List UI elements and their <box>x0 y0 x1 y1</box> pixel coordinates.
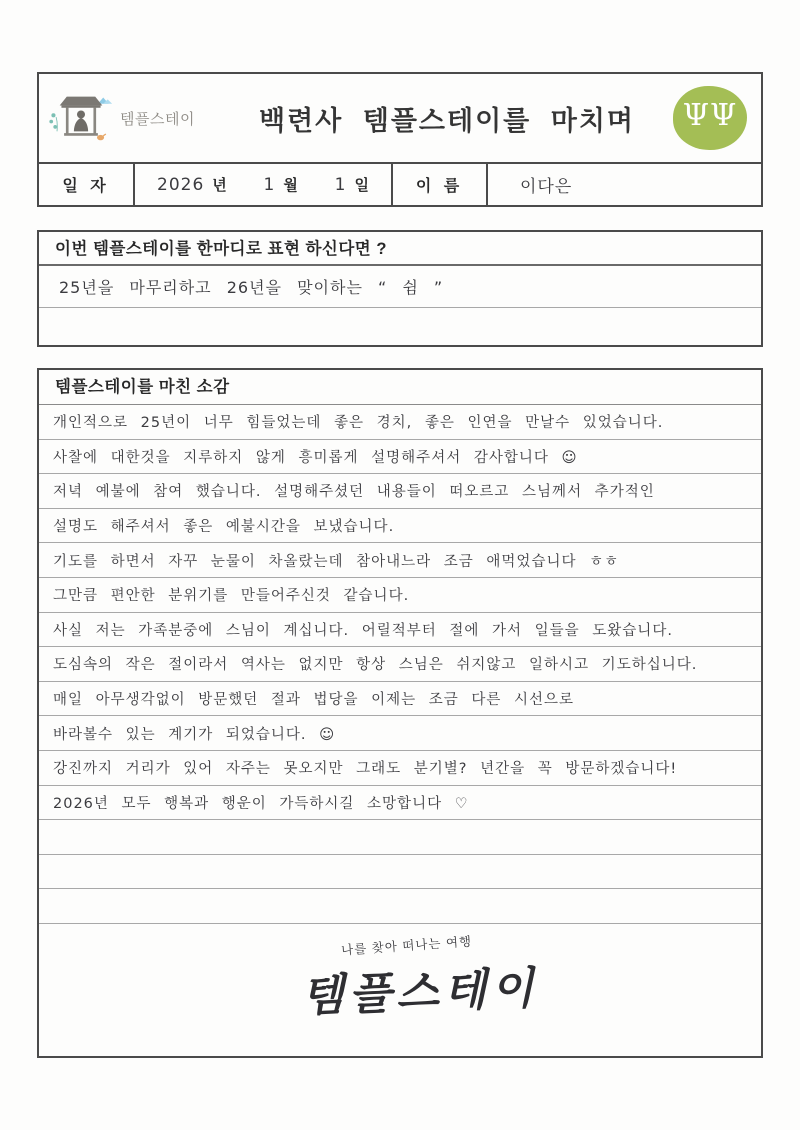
sprout-seal-icon <box>673 86 747 150</box>
feedback-line: 도심속의 작은 절이라서 역사는 없지만 항상 스님은 쉬지않고 일하시고 기도하십니다. <box>39 647 761 682</box>
feedback-line: 개인적으로 25년이 너무 힘들었는데 좋은 경치, 좋은 인연을 만날수 있었습니다. <box>39 405 761 440</box>
date-label: 일 자 <box>39 164 135 205</box>
feedback-empty-line <box>39 820 761 855</box>
feedback-line: 강진까지 거리가 있어 자주는 못오지만 그래도 분기별? 년간을 꼭 방문하겠습니다! <box>39 751 761 786</box>
feedback-line: 그만큼 편안한 분위기를 만들어주신것 같습니다. <box>39 578 761 613</box>
templestay-slogan-calligraphy: 템플스테이 <box>300 962 540 1023</box>
feedback-line: 사실 저는 가족분중에 스님이 계십니다. 어릴적부터 절에 가서 일들을 도왔습니다. <box>39 613 761 648</box>
feedback-line: 2026년 모두 행복과 행운이 가득하시길 소망합니다 ♡ <box>39 786 761 821</box>
feedback-line: 설명도 해주셔서 좋은 예불시간을 보냈습니다. <box>39 509 761 544</box>
feedback-line: 바라볼수 있는 계기가 되었습니다. ☺ <box>39 716 761 751</box>
date-name-row <box>39 164 761 205</box>
logo-text: 템플스테이 <box>120 109 195 128</box>
feedback-empty-line <box>39 889 761 924</box>
templestay-logo <box>49 90 221 146</box>
feedback-title: 템플스테이를 마친 소감 <box>39 370 761 405</box>
feedback-empty-line <box>39 855 761 890</box>
year-suffix: 년 <box>212 177 227 194</box>
month-value: 1 <box>263 175 276 195</box>
form-header-row <box>39 74 761 164</box>
feedback-line: 기도를 하면서 자꾸 눈물이 차올랐는데 참아내느라 조금 애먹었습니다 ㅎㅎ <box>39 543 761 578</box>
form-title: 백련사 템플스테이를 마치며 <box>259 105 635 136</box>
question-empty-line <box>39 308 761 345</box>
question-answer: 25년을 마무리하고 26년을 맞이하는 “ 쉼 ” <box>39 266 761 308</box>
day-suffix: 일 <box>354 177 369 194</box>
footer-calligraphy <box>39 924 761 1056</box>
temple-icon <box>49 90 113 146</box>
templestay-slogan-small: 나를 찾아 떠나는 여행 <box>340 934 473 958</box>
name-value: 이다은 <box>520 177 573 197</box>
feedback-line: 사찰에 대한것을 지루하지 않게 흥미롭게 설명해주셔서 감사합니다 ☺ <box>39 440 761 475</box>
feedback-line: 매일 아무생각없이 방문했던 절과 법당을 이제는 조금 다른 시선으로 <box>39 682 761 717</box>
month-suffix: 월 <box>283 177 298 194</box>
one-word-question-box <box>37 230 763 347</box>
question-text: 이번 템플스테이를 한마디로 표현 하신다면 ? <box>39 232 761 266</box>
day-value: 1 <box>334 175 347 195</box>
year-value: 2026 <box>157 175 205 195</box>
feedback-line: 저녁 예불에 참여 했습니다. 설명해주셨던 내용들이 떠오르고 스님께서 추가적인 <box>39 474 761 509</box>
date-value-cell <box>135 164 393 205</box>
name-label: 이 름 <box>393 164 488 205</box>
feedback-box <box>37 368 763 1058</box>
form-header-table <box>37 72 763 207</box>
sprout-glyphs: ΨΨ <box>682 98 738 133</box>
